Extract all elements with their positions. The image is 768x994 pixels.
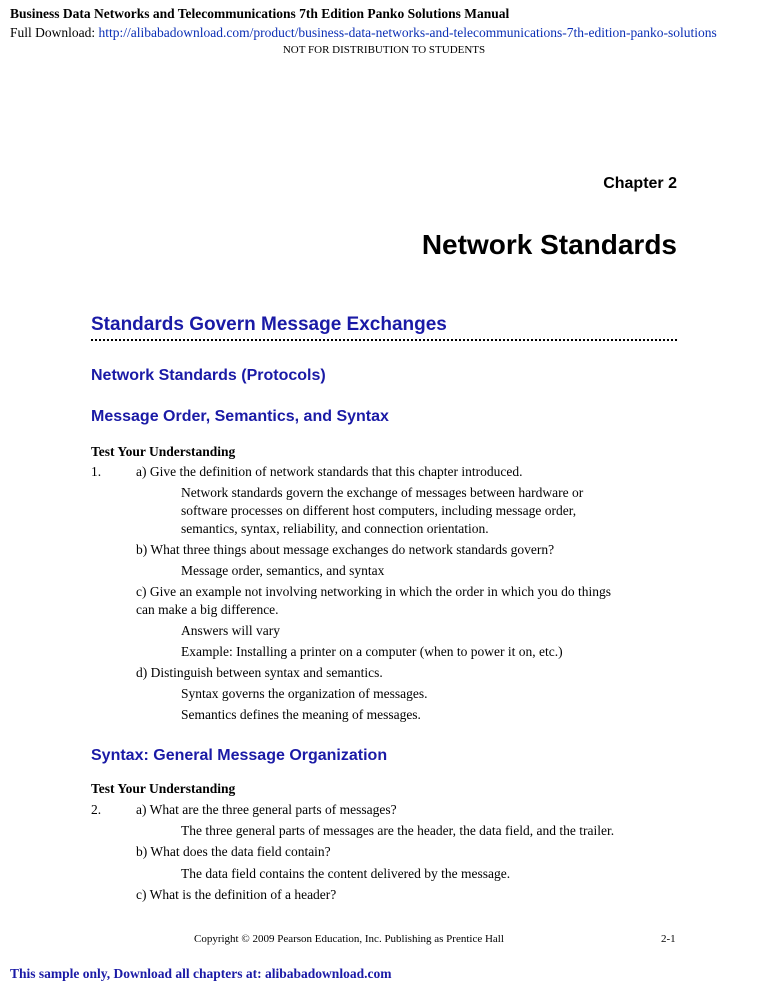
chapter-title: Network Standards bbox=[421, 229, 677, 260]
section-heading-network-standards: Network Standards (Protocols) bbox=[91, 367, 326, 384]
answer-2b: The data field contains the content delivered by the message. bbox=[181, 866, 511, 881]
answer-1b: Message order, semantics, and syntax bbox=[181, 563, 385, 578]
question-1b: b) What three things about message exchanges do network standards govern? bbox=[136, 542, 555, 557]
answer-1d-line-2: Semantics defines the meaning of messages. bbox=[181, 707, 421, 722]
question-number-1: 1. bbox=[91, 464, 102, 479]
section-divider bbox=[91, 339, 677, 341]
copyright-footer: Copyright © 2009 Pearson Education, Inc. Publishing as Prentice Hall bbox=[194, 933, 504, 945]
section-heading-message-order: Message Order, Semantics, and Syntax bbox=[91, 408, 389, 425]
answer-1c-line-2: Example: Installing a printer on a computer (when to power it on, etc.) bbox=[181, 644, 563, 659]
full-download-label: Full Download: bbox=[10, 25, 96, 40]
question-1c-line-2: can make a big difference. bbox=[136, 602, 279, 617]
test-your-understanding-heading-2: Test Your Understanding bbox=[91, 781, 236, 796]
section-heading-standards-govern: Standards Govern Message Exchanges bbox=[91, 314, 447, 335]
document-header-title: Business Data Networks and Telecommunications 7th Edition Panko Solutions Manual bbox=[10, 6, 510, 21]
answer-1a-line-1: Network standards govern the exchange of messages between hardware or bbox=[181, 485, 584, 500]
question-number-2: 2. bbox=[91, 802, 102, 817]
full-download-line bbox=[10, 25, 717, 41]
question-1c-line-1: c) Give an example not involving networking in which the order in which you do things bbox=[136, 584, 612, 599]
question-2b: b) What does the data field contain? bbox=[136, 844, 331, 859]
answer-1a-line-3: semantics, syntax, reliability, and connection orientation. bbox=[181, 521, 489, 536]
question-2a: a) What are the three general parts of messages? bbox=[136, 802, 397, 817]
question-1a: a) Give the definition of network standards that this chapter introduced. bbox=[136, 464, 523, 479]
distribution-notice: NOT FOR DISTRIBUTION TO STUDENTS bbox=[282, 44, 486, 56]
question-2c: c) What is the definition of a header? bbox=[136, 887, 337, 902]
section-heading-syntax: Syntax: General Message Organization bbox=[91, 747, 388, 764]
full-download-link[interactable]: http://alibabadownload.com/product/business-data-networks-and-telecommunications-7th-edition-panko-solutions bbox=[98, 25, 717, 40]
sample-download-notice[interactable]: This sample only, Download all chapters at: alibabadownload.com bbox=[10, 966, 392, 981]
page-number: 2-1 bbox=[661, 933, 676, 945]
answer-2a: The three general parts of messages are the header, the data field, and the trailer. bbox=[181, 823, 615, 838]
test-your-understanding-heading-1: Test Your Understanding bbox=[91, 444, 236, 459]
answer-1a-line-2: software processes on different host computers, including message order, bbox=[181, 503, 577, 518]
question-1d: d) Distinguish between syntax and semantics. bbox=[136, 665, 383, 680]
answer-1d-line-1: Syntax governs the organization of messages. bbox=[181, 686, 428, 701]
answer-1c-line-1: Answers will vary bbox=[181, 623, 280, 638]
chapter-label: Chapter 2 bbox=[603, 175, 677, 192]
